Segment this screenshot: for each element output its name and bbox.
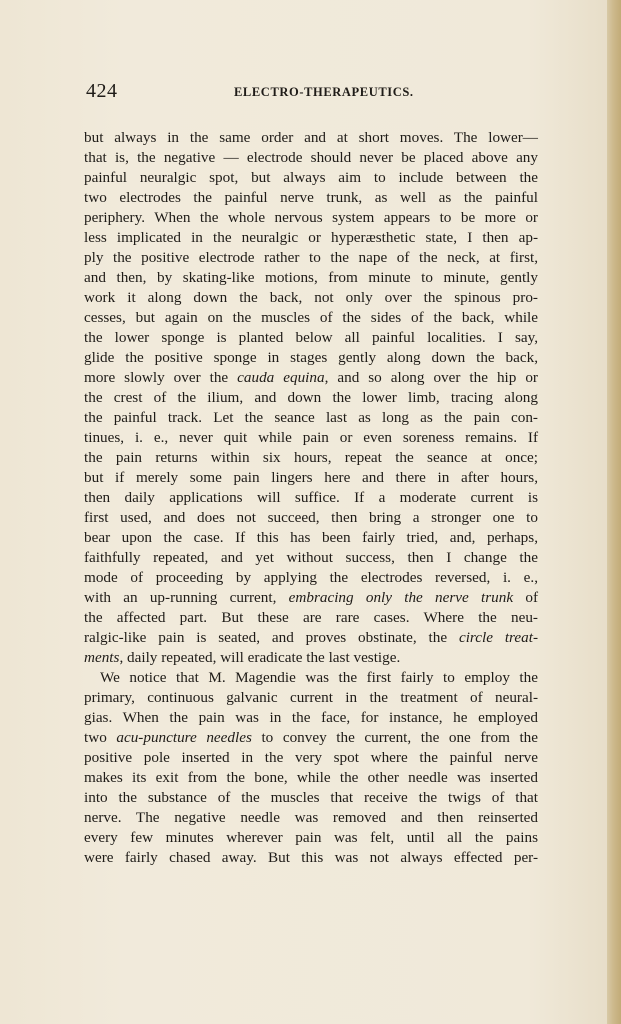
text-segment: , daily repeated, will eradicate the last vestige. [119,649,401,666]
text-segment: mode of proceeding by applying the electrodes reversed, i. e., [84,569,538,586]
text-segment: ralgic-like pain is seated, and proves obstinate, the [84,629,459,646]
text-line [84,348,538,368]
text-line [84,848,538,868]
text-line [84,228,538,248]
text-line [84,188,538,208]
text-segment: but if merely some pain lingers here and there in after hours, [84,469,538,486]
text-segment: makes its exit from the bone, while the other needle was inserted [84,769,538,786]
text-line [84,288,538,308]
body-text [84,128,538,868]
page-header [86,80,536,102]
text-line [84,408,538,428]
text-line [84,208,538,228]
text-line [84,688,538,708]
text-line [84,428,538,448]
text-line [84,448,538,468]
text-line [84,328,538,348]
text-segment: periphery. When the whole nervous system appears to be more or [84,209,538,226]
italic-phrase: cauda equina [237,369,325,386]
text-segment: positive pole inserted in the very spot where the painful nerve [84,749,538,766]
text-segment: painful neuralgic spot, but always aim to include between the [84,169,538,186]
text-line [84,488,538,508]
text-line [84,568,538,588]
italic-phrase: ments [84,649,120,666]
text-line [84,308,538,328]
text-segment: but always in the same order and at short moves. The lower— [84,129,538,146]
running-head: ELECTRO-THERAPEUTICS. [234,85,414,99]
text-line [84,368,538,388]
text-line [84,708,538,728]
text-segment: faithfully repeated, and yet without success, then I change the [84,549,538,566]
text-line [84,808,538,828]
text-line [84,768,538,788]
text-segment: two electrodes the painful nerve trunk, as well as the painful [84,189,538,206]
text-segment: less implicated in the neuralgic or hyperæsthetic state, I then ap- [84,229,538,246]
text-segment: We notice that M. Magendie was the first fairly to employ the [100,669,538,686]
text-segment: gias. When the pain was in the face, for instance, he employed [84,709,538,726]
text-segment: tinues, i. e., never quit while pain or even soreness remains. If [84,429,538,446]
text-segment: the painful track. Let the seance last as long as the pain con- [84,409,538,426]
text-segment: glide the positive sponge in stages gently along down the back, [84,349,538,366]
text-line [84,628,538,648]
text-line [84,168,538,188]
italic-phrase: acu-puncture needles [116,729,252,746]
text-line [84,508,538,528]
text-line [84,528,538,548]
text-line [84,548,538,568]
text-segment: that is, the negative — electrode should never be placed above any [84,149,538,166]
text-segment: bear upon the case. If this has been fairly tried, and, perhaps, [84,529,538,546]
text-segment: cesses, but again on the muscles of the sides of the back, while [84,309,538,326]
text-segment: ply the positive electrode rather to the nape of the neck, at first, [84,249,538,266]
text-line [84,608,538,628]
text-segment: the crest of the ilium, and down the lower limb, tracing along [84,389,538,406]
text-segment: two [84,729,117,746]
text-segment: then daily applications will suffice. If a moderate current is [84,489,538,506]
text-segment: work it along down the back, not only over the spinous pro- [84,289,538,306]
text-segment: , and so along over the hip or [324,369,538,386]
text-line [84,468,538,488]
text-segment: were fairly chased away. But this was not always effected per- [84,849,538,866]
text-segment: the affected part. But these are rare cases. Where the neu- [84,609,538,626]
text-line [84,148,538,168]
text-line [84,728,538,748]
text-segment: the pain returns within six hours, repeat the seance at once; [84,449,538,466]
text-line [84,648,538,668]
text-segment: with an up-running current, [84,589,289,606]
text-line [84,748,538,768]
text-segment: to convey the current, the one from the [251,729,539,746]
text-segment: first used, and does not succeed, then bring a stronger one to [84,509,538,526]
text-segment: every few minutes wherever pain was felt, until all the pains [84,829,538,846]
italic-phrase: circle treat- [458,629,539,646]
text-line [84,828,538,848]
italic-phrase: embracing only the nerve trunk [288,589,514,606]
text-line [84,268,538,288]
text-segment: of [513,589,538,606]
text-segment: nerve. The negative needle was removed and then reinserted [84,809,538,826]
text-segment: more slowly over the [84,369,238,386]
page-edge [607,0,621,1024]
text-segment: the lower sponge is planted below all painful localities. I say, [84,329,538,346]
text-line [84,668,538,688]
text-line [84,588,538,608]
text-line [84,388,538,408]
text-segment: and then, by skating-like motions, from minute to minute, gently [84,269,538,286]
text-segment: into the substance of the muscles that receive the twigs of that [84,789,538,806]
text-line [84,248,538,268]
text-line [84,128,538,148]
text-line [84,788,538,808]
page-number: 424 [86,80,118,102]
text-segment: primary, continuous galvanic current in the treatment of neural- [84,689,538,706]
